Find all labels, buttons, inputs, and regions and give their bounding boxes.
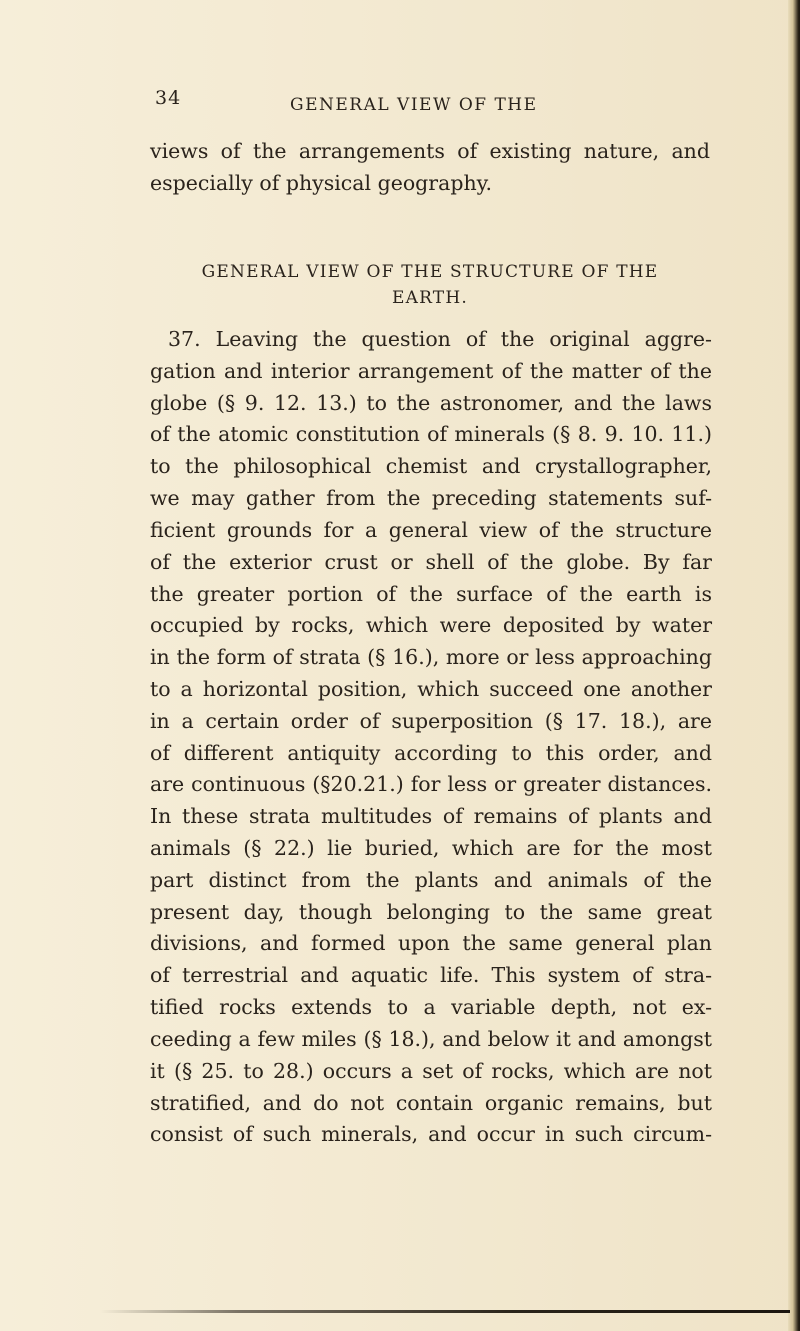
text-line: views of the arrangements of existing nature, and <box>150 139 710 163</box>
page-number: 34 <box>155 87 182 109</box>
text-line: tified rocks extends to a variable depth, not ex- <box>150 995 712 1020</box>
text-line: present day, though belonging to the same great <box>150 899 712 924</box>
text-line: of the atomic constitution of minerals (§ 8. 9. 10. 11.) <box>150 422 712 447</box>
text-line: in the form of strata (§ 16.), more or less approaching <box>150 645 712 670</box>
section-heading <box>160 259 700 311</box>
text-line: it (§ 25. to 28.) occurs a set of rocks, which are not <box>150 1058 712 1083</box>
book-spine-shadow <box>788 0 800 1331</box>
page-bottom-shadow <box>100 1310 790 1313</box>
text-line: of terrestrial and aquatic life. This system of stra- <box>150 963 712 988</box>
text-line: the greater portion of the surface of the earth is <box>150 581 712 606</box>
text-line: of different antiquity according to this order, and <box>150 740 712 765</box>
page-header <box>150 87 710 121</box>
text-line: In these strata multitudes of remains of plants and <box>150 804 712 829</box>
text-line: part distinct from the plants and animals of the <box>150 867 712 892</box>
text-line: of the exterior crust or shell of the globe. By far <box>150 549 712 574</box>
heading-line: GENERAL VIEW OF THE STRUCTURE OF THE <box>201 262 659 282</box>
text-line: consist of such minerals, and occur in such circum- <box>150 1122 712 1147</box>
text-line: we may gather from the preceding statements suf- <box>150 486 712 511</box>
text-line: ficient grounds for a general view of the structure <box>150 517 712 542</box>
intro-text <box>150 136 710 200</box>
text-line: especially of physical geography. <box>150 170 493 195</box>
text-line: occupied by rocks, which were deposited by water <box>150 613 712 638</box>
paragraph-37 <box>150 324 712 1151</box>
text-line: stratified, and do not contain organic remains, but <box>150 1090 712 1115</box>
heading-line: EARTH. <box>392 288 468 308</box>
text-line: animals (§ 22.) lie buried, which are for the most <box>150 836 712 860</box>
text-line: globe (§ 9. 12. 13.) to the astronomer, and the laws <box>150 390 712 415</box>
text-line: divisions, and formed upon the same general plan <box>150 931 712 956</box>
text-line: gation and interior arrangement of the matter of the <box>150 358 712 383</box>
text-line: are continuous (§20.21.) for less or greater distances. <box>150 772 712 797</box>
text-line: ceeding a few miles (§ 18.), and below it and amongst <box>150 1026 712 1051</box>
text-line: 37. Leaving the question of the original aggre- <box>168 327 712 351</box>
text-line: in a certain order of superposition (§ 17. 18.), are <box>150 708 712 733</box>
running-head: GENERAL VIEW OF THE <box>290 95 538 115</box>
text-line: to a horizontal position, which succeed one another <box>150 676 712 701</box>
text-line: to the philosophical chemist and crystallographer, <box>150 454 712 479</box>
